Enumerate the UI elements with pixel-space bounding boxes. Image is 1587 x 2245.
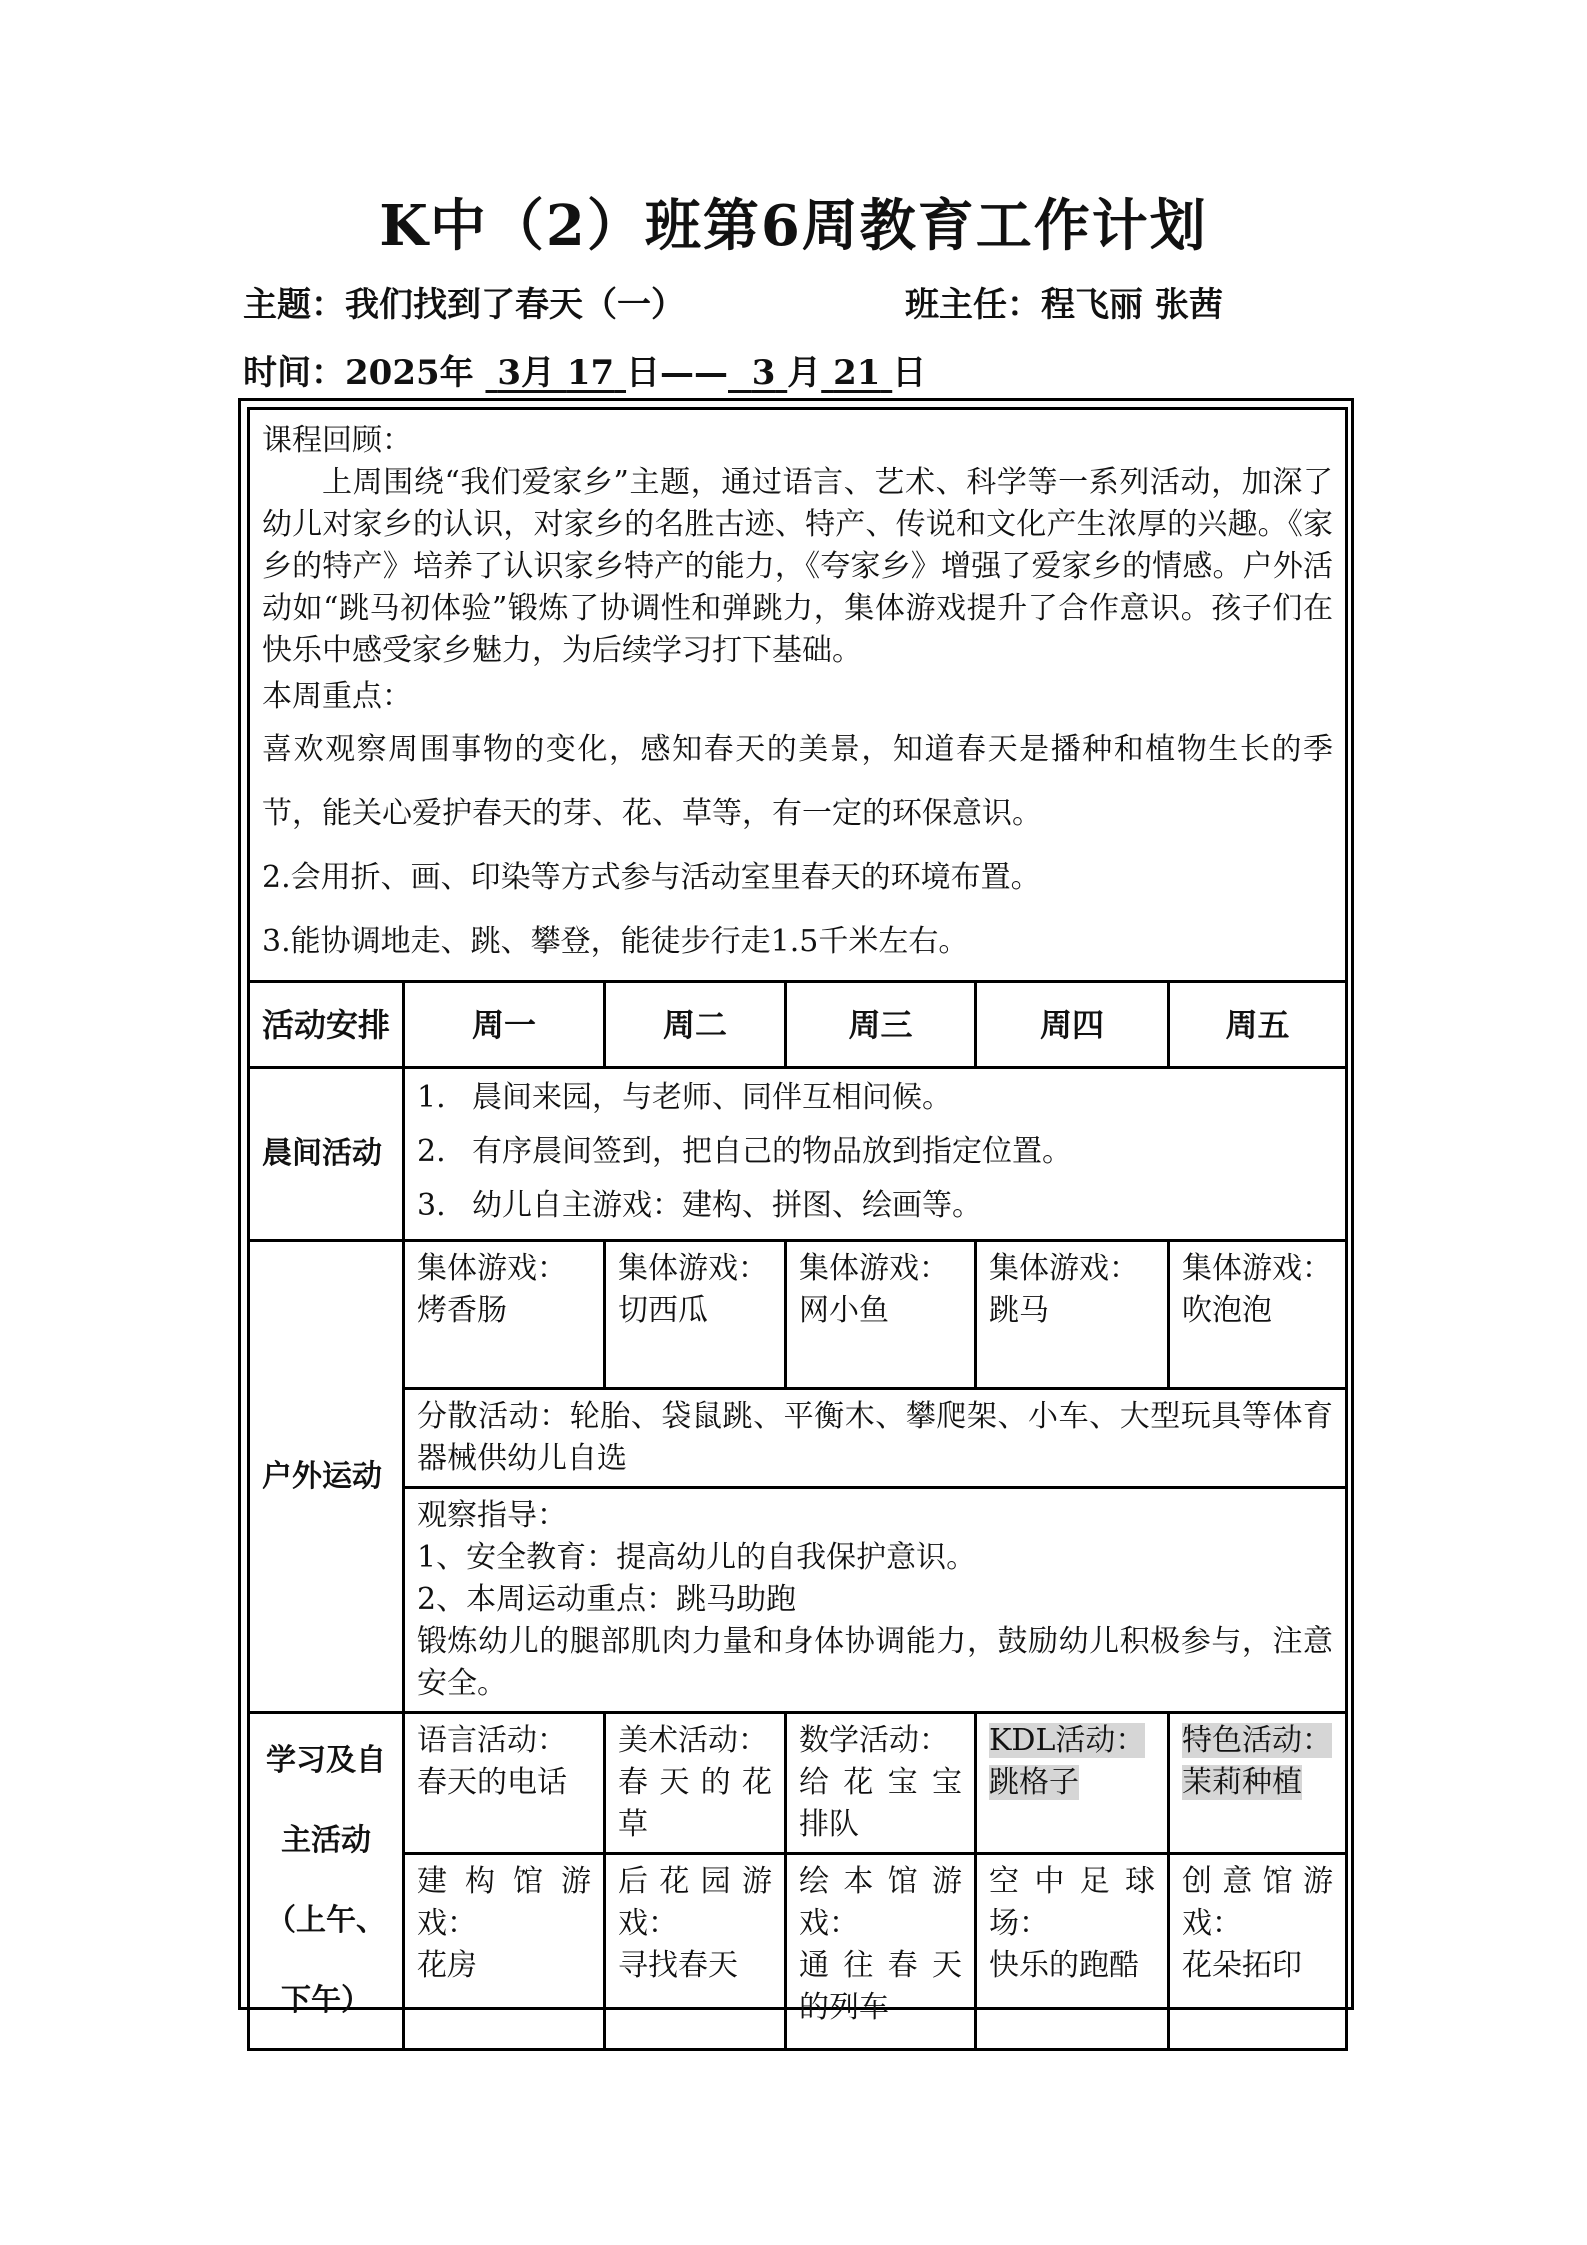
morning-label: 晨间活动 (249, 1068, 404, 1241)
observe-item-3: 锻炼幼儿的腿部肌肉力量和身体协调能力，鼓励幼儿积极参与，注意安全。 (417, 1624, 1334, 1701)
day-tuesday: 周二 (605, 982, 786, 1068)
time-start-day-unit: 日 (626, 353, 661, 393)
outdoor-observe-row (249, 1488, 1347, 1713)
outdoor-group-row (249, 1241, 1347, 1389)
focus-item-2: 2.会用折、画、印染等方式参与活动室里春天的环境布置。 (262, 860, 1041, 895)
time-dash: —— (660, 353, 729, 393)
learning-row-1 (249, 1713, 1347, 1854)
time-start-month: 3 (497, 353, 521, 393)
morning-cell (404, 1068, 1347, 1241)
time-line (243, 345, 926, 394)
lesson-fri: 特色活动： 茉莉种植 (1169, 1713, 1347, 1854)
lesson-tue: 美术活动： 春天的花 草 (605, 1713, 786, 1854)
day-friday: 周五 (1169, 982, 1347, 1068)
observe-item-2: 2、本周运动重点：跳马助跑 (417, 1582, 797, 1617)
day-monday: 周一 (404, 982, 605, 1068)
teacher-line (905, 277, 1223, 326)
focus-item-1: 喜欢观察周围事物的变化，感知春天的美景，知道春天是播种和植物生长的季节，能关心爱护春天的芽、花、草等，有一定的环保意识。 (262, 732, 1334, 831)
focus-item-3: 3.能协调地走、跳、攀登，能徒步行走1.5千米左右。 (262, 924, 969, 959)
group-game-fri: 集体游戏： 吹泡泡 (1169, 1241, 1347, 1389)
theme-line (243, 277, 685, 326)
hall-game-tue: 后花园游 戏： 寻找春天 (605, 1854, 786, 2050)
morning-item-1: 1. 晨间来园，与老师、同伴互相问候。 (417, 1080, 952, 1115)
hall-game-thu: 空中足球 场： 快乐的跑酷 (976, 1854, 1169, 2050)
schedule-label: 活动安排 (249, 982, 404, 1068)
morning-row (249, 1068, 1347, 1241)
lesson-thu: KDL活动： 跳格子 (976, 1713, 1169, 1854)
review-heading: 课程回顾： (262, 423, 412, 458)
day-thursday: 周四 (976, 982, 1169, 1068)
lesson-wed: 数学活动： 给花宝宝 排队 (786, 1713, 976, 1854)
time-end-day: 21 (833, 353, 881, 393)
page-title: K中（2）班第6周教育工作计划 (379, 193, 1208, 259)
time-label: 时间： (243, 353, 345, 393)
observe-heading: 观察指导： (417, 1498, 567, 1533)
hall-game-fri: 创意馆游 戏： 花朵拓印 (1169, 1854, 1347, 2050)
group-game-wed: 集体游戏： 网小鱼 (786, 1241, 976, 1389)
outdoor-label: 户外运动 (249, 1241, 404, 1713)
time-end-day-unit: 日 (892, 353, 927, 393)
time-start-month-unit: 月 (521, 353, 555, 393)
group-game-tue: 集体游戏： 切西瓜 (605, 1241, 786, 1389)
learning-label: 学习及自 主活动 （上午、 下午） (249, 1713, 404, 2050)
scatter-activity: 分散活动：轮胎、袋鼠跳、平衡木、攀爬架、小车、大型玩具等体育器械供幼儿自选 (404, 1389, 1347, 1488)
theme-value: 我们找到了春天（一） (345, 285, 685, 325)
learning-row-2 (249, 1854, 1347, 2050)
time-start-day: 17 (566, 353, 615, 393)
theme-label: 主题： (243, 285, 345, 325)
group-game-thu: 集体游戏： 跳马 (976, 1241, 1169, 1389)
teacher-value: 程飞丽 张茜 (1041, 285, 1223, 325)
observe-guidance (404, 1488, 1347, 1713)
time-end-month: 3 (751, 353, 776, 393)
hall-game-mon: 建构馆游 戏： 花房 (404, 1854, 605, 2050)
morning-item-2: 2. 有序晨间签到，把自己的物品放到指定位置。 (417, 1134, 1072, 1169)
teacher-label: 班主任： (905, 285, 1041, 325)
review-cell (249, 409, 1347, 982)
plan-table (247, 407, 1348, 2051)
morning-item-3: 3. 幼儿自主游戏：建构、拼图、绘画等。 (417, 1188, 982, 1223)
lesson-mon: 语言活动： 春天的电话 (404, 1713, 605, 1854)
hall-game-wed: 绘本馆游 戏： 通往春天 的列车 (786, 1854, 976, 2050)
schedule-header-row (249, 982, 1347, 1068)
outdoor-scatter-row (249, 1389, 1347, 1488)
focus-heading: 本周重点： (262, 679, 412, 714)
time-year: 2025年 (345, 353, 474, 393)
day-wednesday: 周三 (786, 982, 976, 1068)
time-end-month-unit: 月 (787, 353, 822, 393)
group-game-mon: 集体游戏： 烤香肠 (404, 1241, 605, 1389)
review-row (249, 409, 1347, 982)
observe-item-1: 1、安全教育：提高幼儿的自我保护意识。 (417, 1540, 977, 1575)
review-paragraph: 上周围绕“我们爱家乡”主题，通过语言、艺术、科学等一系列活动，加深了幼儿对家乡的认识，对家乡的名胜古迹、特产、传说和文化产生浓厚的兴趣。《家乡的特产》培养了认识家乡特产的能力，《夸家乡》增强了爱家乡的情感。户外活动如“跳马初体验”锻炼了协调性和弹跳力，集体游戏提升了合作意识。孩子们在快乐中感受家乡魅力，为后续学习打下基础。 (262, 465, 1334, 668)
